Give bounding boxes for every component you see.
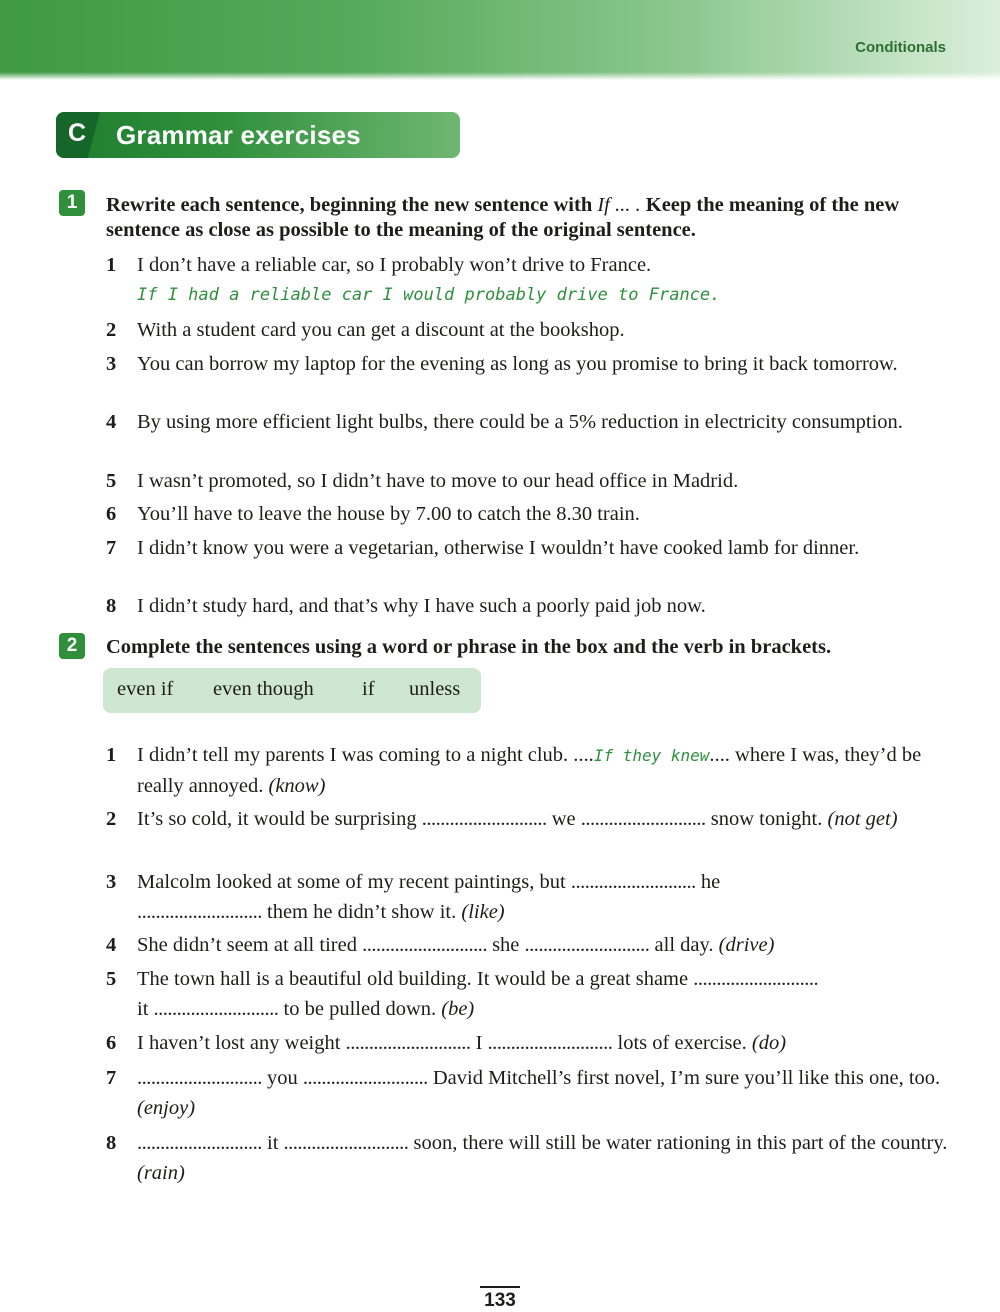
item-text: .... where I was, they’d be really annoyed. — [137, 744, 922, 797]
answer-blank[interactable]: ........................... — [302, 1067, 428, 1089]
item-text: I — [475, 1032, 483, 1054]
answer-blank[interactable]: ........................... — [362, 934, 487, 956]
answer-blank[interactable]: ........................... — [153, 998, 279, 1020]
item-number: 8 — [106, 1132, 117, 1154]
exercise-1-instruction — [106, 193, 956, 243]
item-text: all day. — [654, 934, 714, 956]
item-text: Malcolm looked at some of my recent paintings, but — [137, 871, 566, 893]
list-item — [106, 410, 956, 434]
section-title: Grammar exercises — [116, 120, 361, 150]
verb-hint: (know) — [268, 775, 326, 797]
list-item — [106, 502, 956, 526]
exercise-1-number: 1 — [59, 190, 85, 216]
section-letter: C — [68, 119, 87, 147]
item-text: The town hall is a beautiful old building. It would be a great shame — [137, 968, 689, 990]
list-item — [106, 1028, 956, 1058]
item-text: I don’t have a reliable car, so I probably won’t drive to France. — [137, 254, 652, 276]
item-number: 5 — [106, 470, 117, 492]
item-number: 2 — [106, 808, 117, 830]
box-word: if — [362, 678, 375, 700]
answer-blank[interactable]: ........................... — [570, 871, 696, 893]
verb-hint: (do) — [751, 1032, 787, 1054]
exercise-2-number: 2 — [59, 633, 85, 659]
item-text: you — [267, 1067, 298, 1089]
item-text: I wasn’t promoted, so I didn’t have to move to our head office in Madrid. — [137, 470, 739, 492]
item-text: I haven’t lost any weight — [137, 1032, 341, 1054]
item-number: 3 — [106, 871, 117, 893]
verb-hint: (enjoy) — [137, 1097, 196, 1119]
answer-blank[interactable]: ........................... — [137, 901, 262, 923]
item-text: we — [551, 808, 576, 830]
item-text: I didn’t know you were a vegetarian, otherwise I wouldn’t have cooked lamb for dinner. — [137, 537, 860, 559]
box-word: even if — [117, 678, 174, 700]
verb-hint: (rain) — [137, 1162, 185, 1184]
item-text: it — [137, 998, 149, 1020]
item-text: She didn’t seem at all tired — [137, 934, 357, 956]
item-number: 4 — [106, 411, 117, 433]
answer-blank[interactable]: ........................... — [345, 1032, 471, 1054]
item-number: 4 — [106, 934, 117, 956]
word-box — [103, 668, 481, 713]
example-answer: If I had a reliable car I would probably drive to France. — [137, 285, 721, 305]
list-item — [106, 318, 956, 342]
box-word: unless — [409, 678, 461, 700]
list-item — [106, 536, 956, 560]
verb-hint: (not get) — [827, 808, 898, 830]
item-text: lots of exercise. — [617, 1032, 747, 1054]
item-number: 1 — [106, 254, 117, 276]
list-item — [106, 740, 956, 801]
header-banner — [0, 0, 1000, 80]
item-number: 7 — [106, 537, 117, 559]
page-number: 133 — [480, 1286, 520, 1312]
item-number: 8 — [106, 595, 117, 617]
item-text: By using more efficient light bulbs, there could be a 5% reduction in electricity consumption. — [137, 411, 903, 433]
item-text: With a student card you can get a discount at the bookshop. — [137, 319, 625, 341]
list-item — [106, 1128, 956, 1188]
answer-blank[interactable]: ........................... — [487, 1032, 613, 1054]
list-item — [106, 253, 956, 277]
item-text: snow tonight. — [710, 808, 823, 830]
item-number: 1 — [106, 744, 117, 766]
running-head: Conditionals — [855, 39, 946, 56]
item-number: 6 — [106, 1032, 117, 1054]
verb-hint: (drive) — [718, 934, 775, 956]
list-item — [106, 469, 956, 493]
item-number: 5 — [106, 968, 117, 990]
item-text: soon, there will still be water rationing in this part of the country. — [413, 1132, 948, 1154]
verb-hint: (like) — [461, 901, 505, 923]
answer-blank[interactable]: ........................... — [421, 808, 547, 830]
item-number: 2 — [106, 319, 117, 341]
list-item — [106, 804, 956, 834]
answer-blank[interactable]: ........................... — [524, 934, 650, 956]
item-text: them he didn’t show it. — [267, 901, 457, 923]
instruction-part: Keep the meaning of the new sentence as close as possible to the meaning of the original sentence. — [106, 194, 900, 241]
item-text: It’s so cold, it would be surprising — [137, 808, 417, 830]
exercise-2-instruction: Complete the sentences using a word or phrase in the box and the verb in brackets. — [106, 636, 832, 658]
item-text: David Mitchell’s first novel, I’m sure you’ll like this one, too. — [432, 1067, 941, 1089]
answer-blank[interactable]: ........................... — [283, 1132, 409, 1154]
answer-blank[interactable]: ........................... — [693, 968, 819, 990]
instruction-if: If ... . — [597, 194, 641, 216]
example-answer: If they knew — [593, 746, 710, 765]
verb-hint: (be) — [441, 998, 475, 1020]
item-text: it — [267, 1132, 279, 1154]
list-item — [106, 352, 956, 376]
item-text: to be pulled down. — [283, 998, 437, 1020]
item-number: 6 — [106, 503, 117, 525]
list-item — [106, 867, 956, 927]
answer-blank[interactable]: ........................... — [580, 808, 706, 830]
item-text: I didn’t study hard, and that’s why I have such a poorly paid job now. — [137, 595, 706, 617]
item-number: 3 — [106, 353, 117, 375]
item-text: You’ll have to leave the house by 7.00 to catch the 8.30 train. — [137, 503, 640, 525]
list-item — [106, 964, 956, 1024]
list-item — [106, 1063, 956, 1123]
box-word: even though — [213, 678, 314, 700]
item-text: I didn’t tell my parents I was coming to a night club. .... — [137, 744, 594, 766]
answer-blank[interactable]: ........................... — [137, 1067, 262, 1089]
item-text: he — [700, 871, 721, 893]
list-item — [106, 594, 956, 618]
item-number: 7 — [106, 1067, 117, 1089]
list-item — [106, 930, 956, 960]
answer-blank[interactable]: ........................... — [137, 1132, 262, 1154]
section-heading — [56, 112, 460, 158]
item-text: she — [492, 934, 520, 956]
item-text: You can borrow my laptop for the evening as long as you promise to bring it back tomorrow. — [137, 353, 898, 375]
instruction-part: Rewrite each sentence, beginning the new sentence with — [106, 194, 598, 216]
